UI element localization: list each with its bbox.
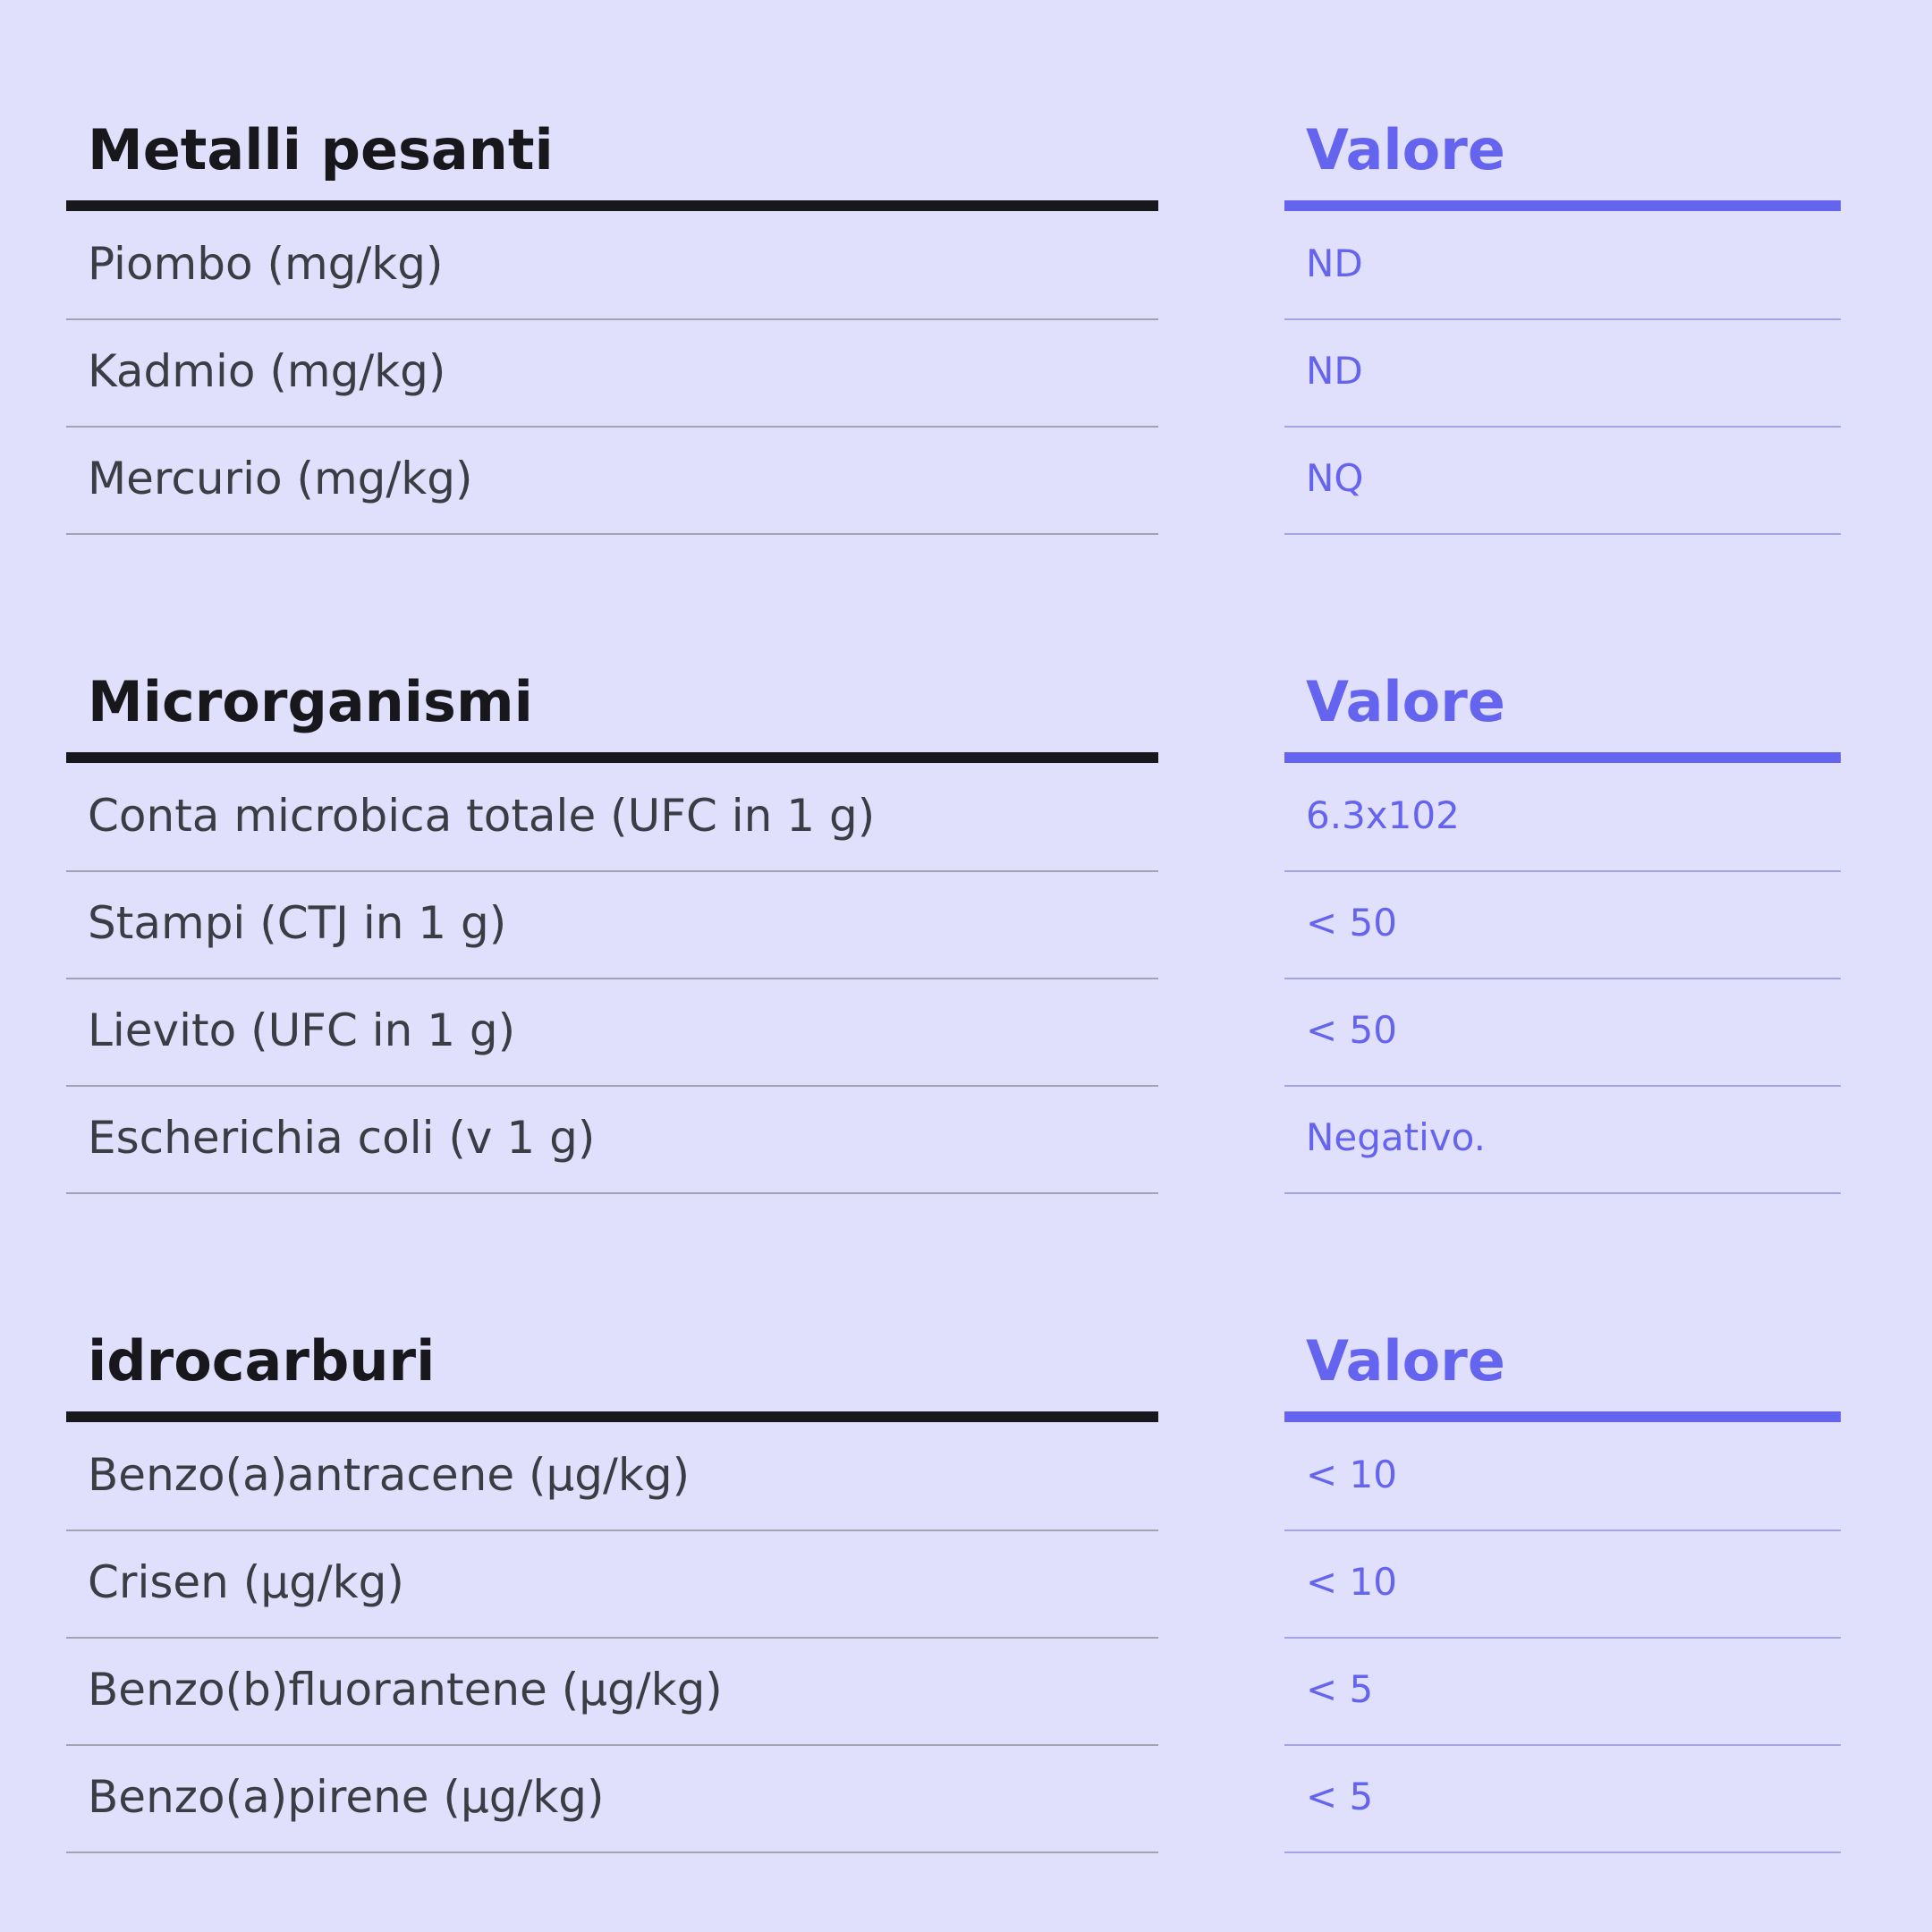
row-value: < 10 <box>1306 1560 1397 1604</box>
table-row <box>66 979 1158 1087</box>
row-label: Benzo(a)pirene (µg/kg) <box>88 1771 605 1823</box>
table-row <box>66 213 1158 320</box>
table-row <box>66 1087 1158 1194</box>
row-value: < 5 <box>1306 1775 1374 1818</box>
value-header-title: Valore <box>1306 1328 1505 1394</box>
section-header <box>66 623 1158 765</box>
row-label: Kadmio (mg/kg) <box>88 345 446 397</box>
table-row <box>66 320 1158 428</box>
header-rule <box>1284 200 1841 211</box>
section-header <box>66 1283 1158 1424</box>
value-header <box>1284 1283 1841 1424</box>
table-row <box>66 1746 1158 1853</box>
table-row <box>66 428 1158 535</box>
row-value: < 50 <box>1306 901 1397 945</box>
value-row <box>1284 1746 1841 1853</box>
label-column <box>66 623 1158 1194</box>
value-row <box>1284 1087 1841 1194</box>
header-rule <box>66 200 1158 211</box>
row-value: ND <box>1306 349 1363 393</box>
value-row <box>1284 428 1841 535</box>
section-title: Microrganismi <box>88 669 533 734</box>
row-label: Benzo(a)antracene (µg/kg) <box>88 1449 691 1501</box>
row-value: Negativo. <box>1306 1115 1486 1159</box>
value-row <box>1284 1424 1841 1531</box>
row-value: < 10 <box>1306 1453 1397 1496</box>
row-label: Crisen (µg/kg) <box>88 1556 404 1608</box>
value-header <box>1284 623 1841 765</box>
row-label: Stampi (CTJ in 1 g) <box>88 897 507 949</box>
value-row <box>1284 1531 1841 1639</box>
table-row <box>66 1531 1158 1639</box>
header-rule <box>66 1411 1158 1422</box>
table-row <box>66 872 1158 979</box>
value-header <box>1284 72 1841 213</box>
value-row <box>1284 213 1841 320</box>
value-column <box>1284 72 1841 535</box>
row-value: NQ <box>1306 456 1364 500</box>
section-title: idrocarburi <box>88 1328 436 1394</box>
value-row <box>1284 872 1841 979</box>
row-label: Mercurio (mg/kg) <box>88 453 473 504</box>
section-title: Metalli pesanti <box>88 117 554 182</box>
row-value: < 5 <box>1306 1667 1374 1711</box>
label-column <box>66 1283 1158 1853</box>
label-column <box>66 72 1158 535</box>
row-label: Lievito (UFC in 1 g) <box>88 1004 516 1056</box>
row-value: < 50 <box>1306 1008 1397 1052</box>
row-label: Conta microbica totale (UFC in 1 g) <box>88 790 876 842</box>
row-value: ND <box>1306 242 1363 285</box>
row-value: 6.3x102 <box>1306 793 1460 837</box>
value-row <box>1284 1639 1841 1746</box>
value-row <box>1284 979 1841 1087</box>
value-column <box>1284 623 1841 1194</box>
header-rule <box>66 752 1158 763</box>
value-header-title: Valore <box>1306 669 1505 734</box>
header-rule <box>1284 1411 1841 1422</box>
value-column <box>1284 1283 1841 1853</box>
section-header <box>66 72 1158 213</box>
table-row <box>66 1424 1158 1531</box>
row-label: Escherichia coli (v 1 g) <box>88 1112 596 1164</box>
header-rule <box>1284 752 1841 763</box>
row-label: Benzo(b)fluorantene (µg/kg) <box>88 1664 723 1716</box>
row-label: Piombo (mg/kg) <box>88 238 444 290</box>
table-row <box>66 765 1158 872</box>
value-header-title: Valore <box>1306 117 1505 182</box>
value-row <box>1284 320 1841 428</box>
table-row <box>66 1639 1158 1746</box>
value-row <box>1284 765 1841 872</box>
